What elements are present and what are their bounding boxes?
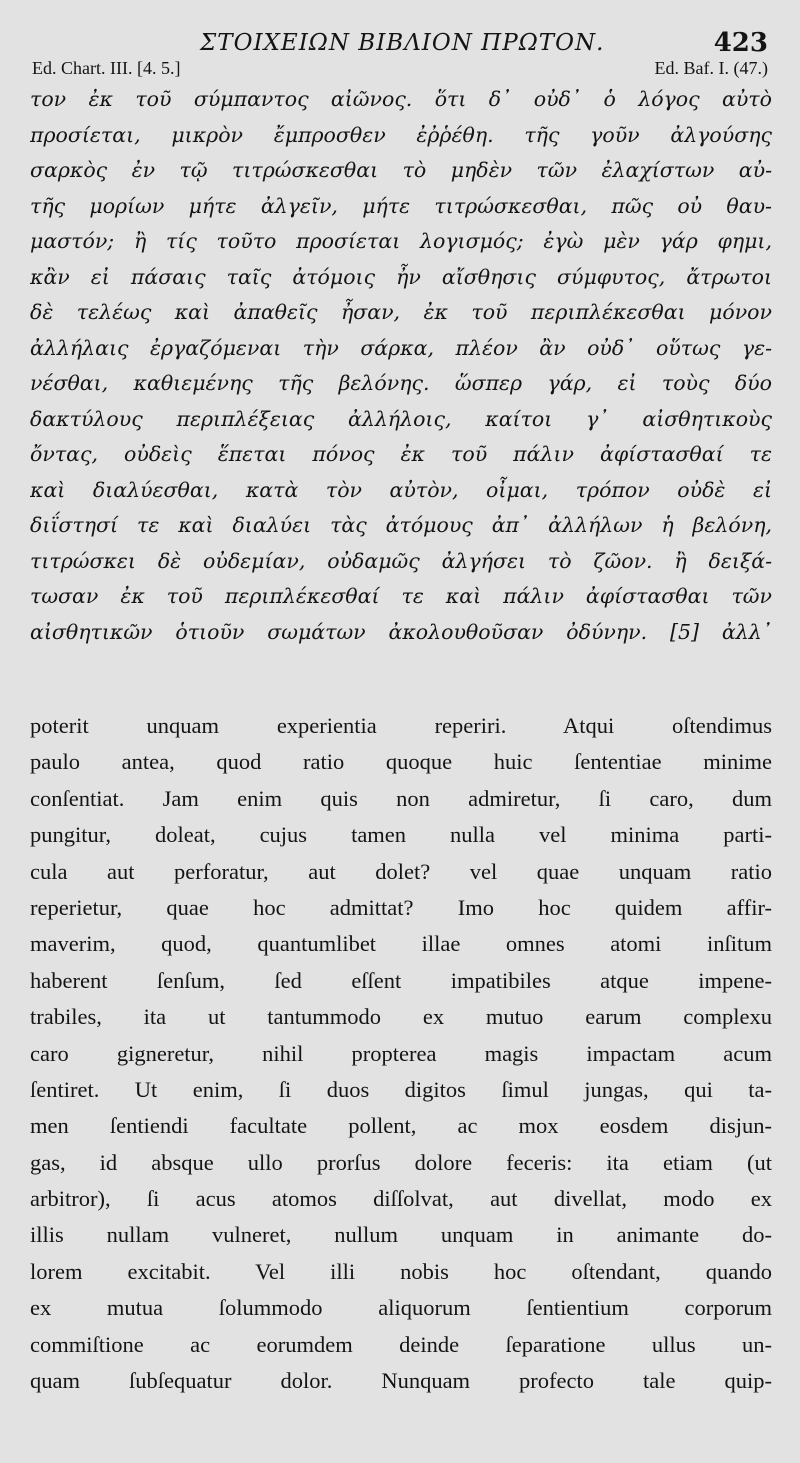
latin-line: quam ſubſequatur dolor. Nunquam profecto tale quip- (30, 1368, 772, 1394)
latin-line: illis nullam vulneret, nullum unquam in animante do- (30, 1222, 772, 1248)
latin-line: ex mutua ſolummodo aliquorum ſentientium corporum (30, 1295, 772, 1321)
latin-line: conſentiat. Jam enim quis non admiretur, ſi caro, dum (30, 785, 772, 811)
latin-line: maverim, quod, quantumlibet illae omnes atomi inſitum (30, 931, 772, 957)
edition-basel-reference: Ed. Baf. I. (47.) (654, 58, 768, 78)
latin-line: haberent ſenſum, ſed eſſent impatibiles atque impene- (30, 967, 772, 993)
greek-line: καὶ διαλύεσθαι, κατὰ τὸν αὐτὸν, οἶμαι, τρόπον οὐδὲ εἰ (30, 477, 772, 502)
latin-text-block (30, 708, 772, 1399)
running-title: ΣΤΟΙΧΕΙΩΝ ΒΙΒΛΙΟΝ ΠΡΩΤΟΝ. (200, 30, 605, 56)
greek-line: κἂν εἰ πάσαις ταῖς ἀτόμοις ἦν αἴσθησις σύμφυτος, ἄτρωτοι (30, 264, 772, 289)
latin-line: arbitror), ſi acus atomos diſſolvat, aut divellat, modo ex (30, 1186, 772, 1212)
greek-line: τῆς μορίων μήτε ἀλγεῖν, μήτε τιτρώσκεσθαι, πῶς οὐ θαυ- (30, 193, 772, 218)
latin-line: trabiles, ita ut tantummodo ex mutuo earum complexu (30, 1004, 772, 1030)
latin-line: gas, id absque ullo prorſus dolore feceris: ita etiam (ut (30, 1149, 772, 1175)
greek-line: ὄντας, οὐδεὶς ἕπεται πόνος ἐκ τοῦ πάλιν ἀφίστασθαί τε (30, 442, 772, 466)
latin-line: paulo antea, quod ratio quoque huic ſententiae minime (30, 749, 772, 775)
latin-line: commiſtione ac eorumdem deinde ſeparatione ullus un- (30, 1331, 772, 1357)
greek-line: αἰσθητικῶν ὁτιοῦν σωμάτων ἀκολουθοῦσαν ὀδύνην. [5] ἀλλ᾽ (30, 619, 772, 644)
greek-line: προσίεται, μικρὸν ἔμπροσθεν ἐῤῥέθη. τῆς γοῦν ἀλγούσης (30, 122, 772, 147)
latin-line: reperietur, quae hoc admittat? Imo hoc quidem affir- (30, 894, 772, 920)
latin-line: ſentiret. Ut enim, ſi duos digitos ſimul jungas, qui ta- (30, 1076, 772, 1102)
edition-reference-line (30, 56, 772, 82)
greek-line: τον ἐκ τοῦ σύμπαντος αἰῶνος. ὅτι δ᾽ οὐδ᾽ ὁ λόγος αὐτὸ (30, 87, 772, 111)
greek-line: δὲ τελέως καὶ ἀπαθεῖς ἦσαν, ἐκ τοῦ περιπλέκεσθαι μόνον (30, 300, 772, 324)
greek-line: μαστόν; ἢ τίς τοῦτο προσίεται λογισμός; ἐγὼ μὲν γάρ φημι, (30, 229, 772, 253)
page-number: 423 (713, 28, 768, 58)
running-head (30, 22, 772, 56)
latin-line: pungitur, doleat, cujus tamen nulla vel minima parti- (30, 822, 772, 848)
greek-line: νέσθαι, καθιεμένης τῆς βελόνης. ὥσπερ γάρ, εἰ τοὺς δύο (30, 371, 772, 395)
greek-line: διΐστησί τε καὶ διαλύει τὰς ἀτόμους ἀπ᾽ ἀλλήλων ἡ βελόνη, (30, 513, 772, 537)
greek-line: ἀλλήλαις ἐργαζόμεναι τὴν σάρκα, πλέον ἂν οὐδ᾽ οὕτως γε- (30, 335, 772, 360)
latin-line: caro gigneretur, nihil propterea magis impactam acum (30, 1040, 772, 1066)
greek-line: τωσαν ἐκ τοῦ περιπλέκεσθαί τε καὶ πάλιν ἀφίστασθαι τῶν (30, 584, 772, 608)
latin-line: poterit unquam experientia reperiri. Atqui oſtendimus (30, 713, 772, 738)
latin-line: cula aut perforatur, aut dolet? vel quae unquam ratio (30, 858, 772, 884)
latin-line: men ſentiendi facultate pollent, ac mox eosdem disjun- (30, 1113, 772, 1139)
greek-line: τιτρώσκει δὲ οὐδεμίαν, οὐδαμῶς ἀλγήσει τὸ ζῶον. ἢ δειξά- (30, 548, 772, 573)
greek-line: σαρκὸς ἐν τῷ τιτρώσκεσθαι τὸ μηδὲν τῶν ἐλαχίστων αὐ- (30, 158, 772, 182)
latin-line: lorem excitabit. Vel illi nobis hoc oſtendant, quando (30, 1258, 772, 1284)
greek-line: δακτύλους περιπλέξειας ἀλλήλοις, καίτοι γ᾽ αἰσθητικοὺς (30, 406, 772, 431)
greek-text-block (30, 82, 772, 650)
edition-chart-reference: Ed. Chart. III. [4. 5.] (32, 58, 181, 78)
